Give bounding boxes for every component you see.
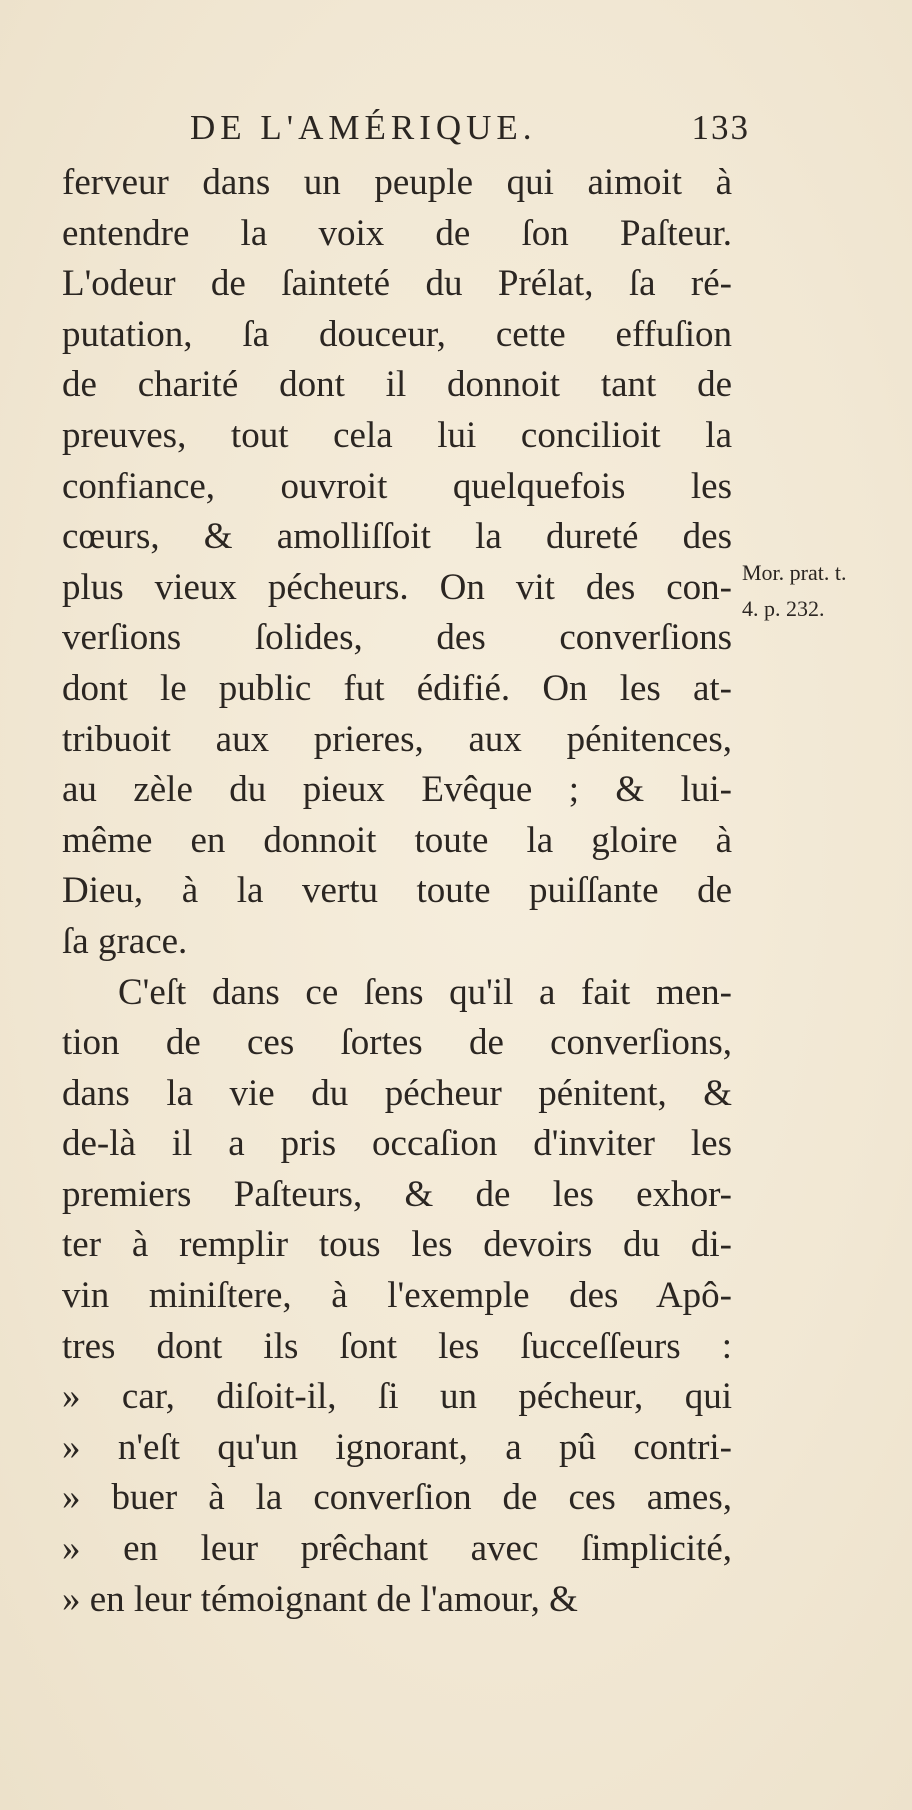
margin-note-citation: 4. p. 232. — [742, 596, 825, 621]
text-line: dont le public fut édifié. On les at- — [62, 667, 732, 709]
text-line: vin miniſtere, à l'exemple des Apô- — [62, 1275, 732, 1317]
text-line: » en leur témoignant de l'amour, & — [62, 1578, 578, 1620]
page-header — [190, 108, 750, 154]
text-line: ferveur dans un peuple qui aimoit à — [62, 162, 732, 203]
running-title: DE L'AMÉRIQUE. — [190, 108, 537, 147]
text-line: L'odeur de ſainteté du Prélat, ſa ré- — [62, 263, 732, 305]
text-line: tribuoit aux prieres, aux pénitences, — [62, 718, 732, 760]
paragraph-first-line: C'eſt dans ce ſens qu'il a fait men- — [118, 971, 732, 1013]
text-line: ſa grace. — [62, 920, 188, 962]
text-line: au zèle du pieux Evêque ; & lui- — [62, 769, 732, 811]
text-line: » car, diſoit-il, ſi un pécheur, qui — [62, 1376, 732, 1418]
text-line: tres dont ils ſont les ſucceſſeurs : — [62, 1325, 732, 1367]
body-text — [62, 158, 732, 1625]
text-line: dans la vie du pécheur pénitent, & — [62, 1072, 732, 1114]
text-line: de charité dont il donnoit tant de — [62, 364, 732, 406]
text-line: premiers Paſteurs, & de les exhor- — [62, 1173, 732, 1215]
margin-note-citation: Mor. prat. t. — [742, 560, 847, 585]
text-line: putation, ſa douceur, cette effuſion — [62, 313, 732, 355]
text-line: tion de ces ſortes de converſions, — [62, 1022, 732, 1064]
text-line: preuves, tout cela lui concilioit la — [62, 414, 732, 456]
text-line: de-là il a pris occaſion d'inviter les — [62, 1123, 732, 1165]
text-line: confiance, ouvroit quelquefois les — [62, 465, 732, 507]
text-line: plus vieux pécheurs. On vit des con- — [62, 566, 732, 608]
text-line: même en donnoit toute la gloire à — [62, 819, 732, 861]
page-number: 133 — [691, 108, 750, 147]
text-line: cœurs, & amolliſſoit la dureté des — [62, 516, 732, 558]
text-line: Dieu, à la vertu toute puiſſante de — [62, 870, 732, 912]
text-line: ter à remplir tous les devoirs du di- — [62, 1224, 732, 1266]
text-line: » buer à la converſion de ces ames, — [62, 1477, 732, 1519]
text-line: verſions ſolides, des converſions — [62, 617, 732, 659]
text-line: » en leur prêchant avec ſimplicité, — [62, 1528, 732, 1570]
text-line: entendre la voix de ſon Paſteur. — [62, 212, 732, 254]
text-line: » n'eſt qu'un ignorant, a pû contri- — [62, 1426, 732, 1468]
